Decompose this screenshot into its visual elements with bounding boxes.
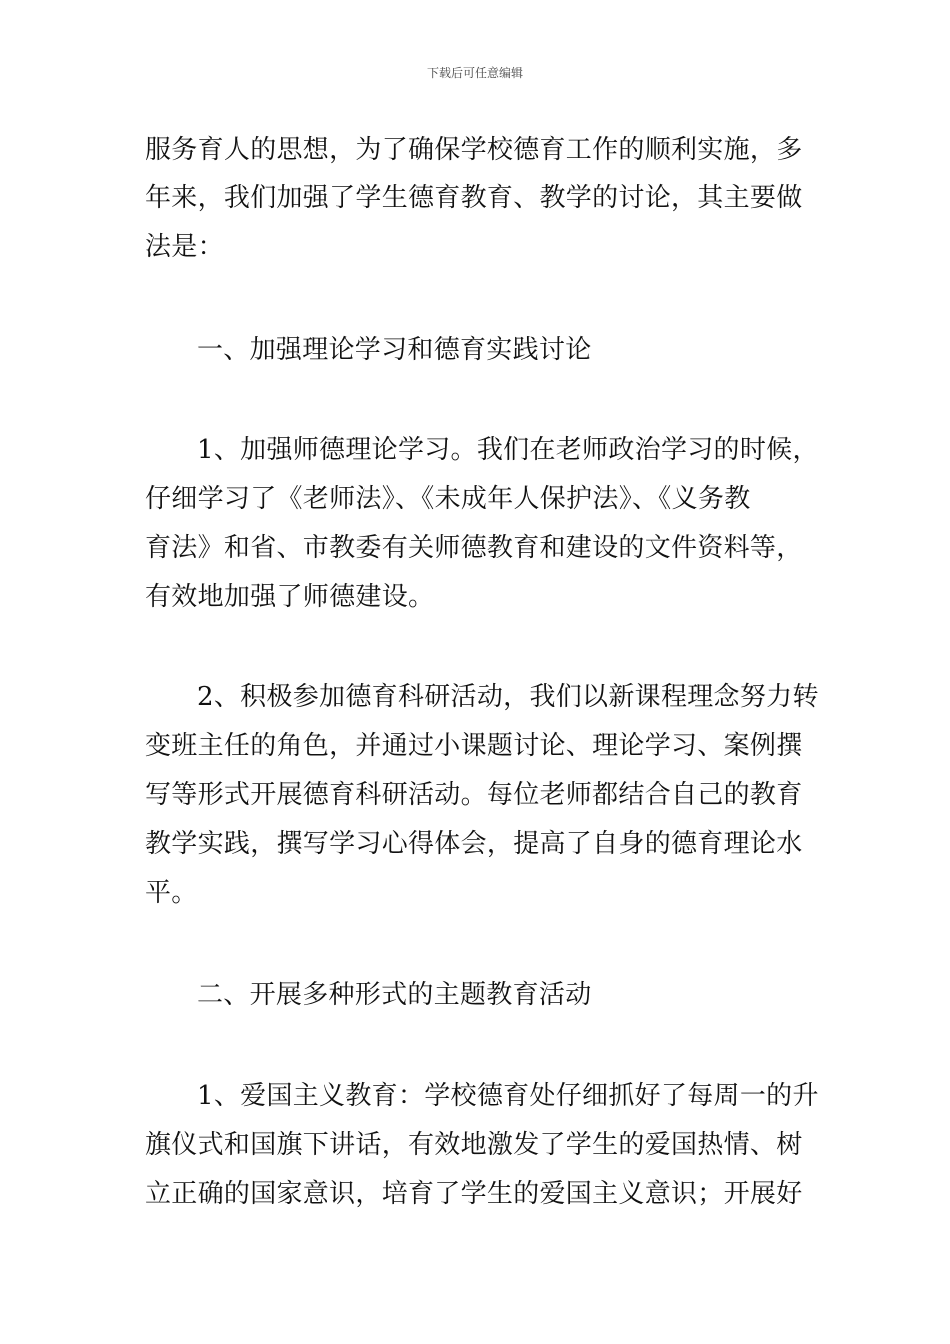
- text-line: 法是：: [145, 232, 224, 262]
- text-line: 1、加强师德理论学习。我们在老师政治学习的时候，: [197, 435, 819, 465]
- section-heading: 一、加强理论学习和德育实践讨论: [197, 335, 592, 365]
- text-line: 服务育人的思想，为了确保学校德育工作的顺利实施，多: [145, 135, 803, 165]
- text-line: 立正确的国家意识，培育了学生的爱国主义意识；开展好: [145, 1179, 803, 1209]
- text-line: 旗仪式和国旗下讲话，有效地激发了学生的爱国热情、树: [145, 1130, 803, 1160]
- text-line: 育法》和省、市教委有关师德教育和建设的文件资料等，: [145, 533, 803, 563]
- text-line: 变班主任的角色，并通过小课题讨论、理论学习、案例撰: [145, 731, 803, 761]
- text-line: 平。: [145, 878, 198, 908]
- text-line: 有效地加强了师德建设。: [145, 582, 435, 612]
- text-line: 写等形式开展德育科研活动。每位老师都结合自己的教育: [145, 780, 803, 810]
- section-heading: 二、开展多种形式的主题教育活动: [197, 980, 592, 1010]
- text-line: 教学实践，撰写学习心得体会，提高了自身的德育理论水: [145, 829, 803, 859]
- text-line: 年来，我们加强了学生德育教育、教学的讨论，其主要做: [145, 183, 803, 213]
- text-line: 2、积极参加德育科研活动，我们以新课程理念努力转: [197, 682, 819, 712]
- page-header: 下载后可任意编辑: [426, 66, 523, 80]
- text-line: 1、爱国主义教育：学校德育处仔细抓好了每周一的升: [197, 1081, 819, 1111]
- text-line: 仔细学习了《老师法》、《未成年人保护法》、《义务教: [145, 484, 751, 514]
